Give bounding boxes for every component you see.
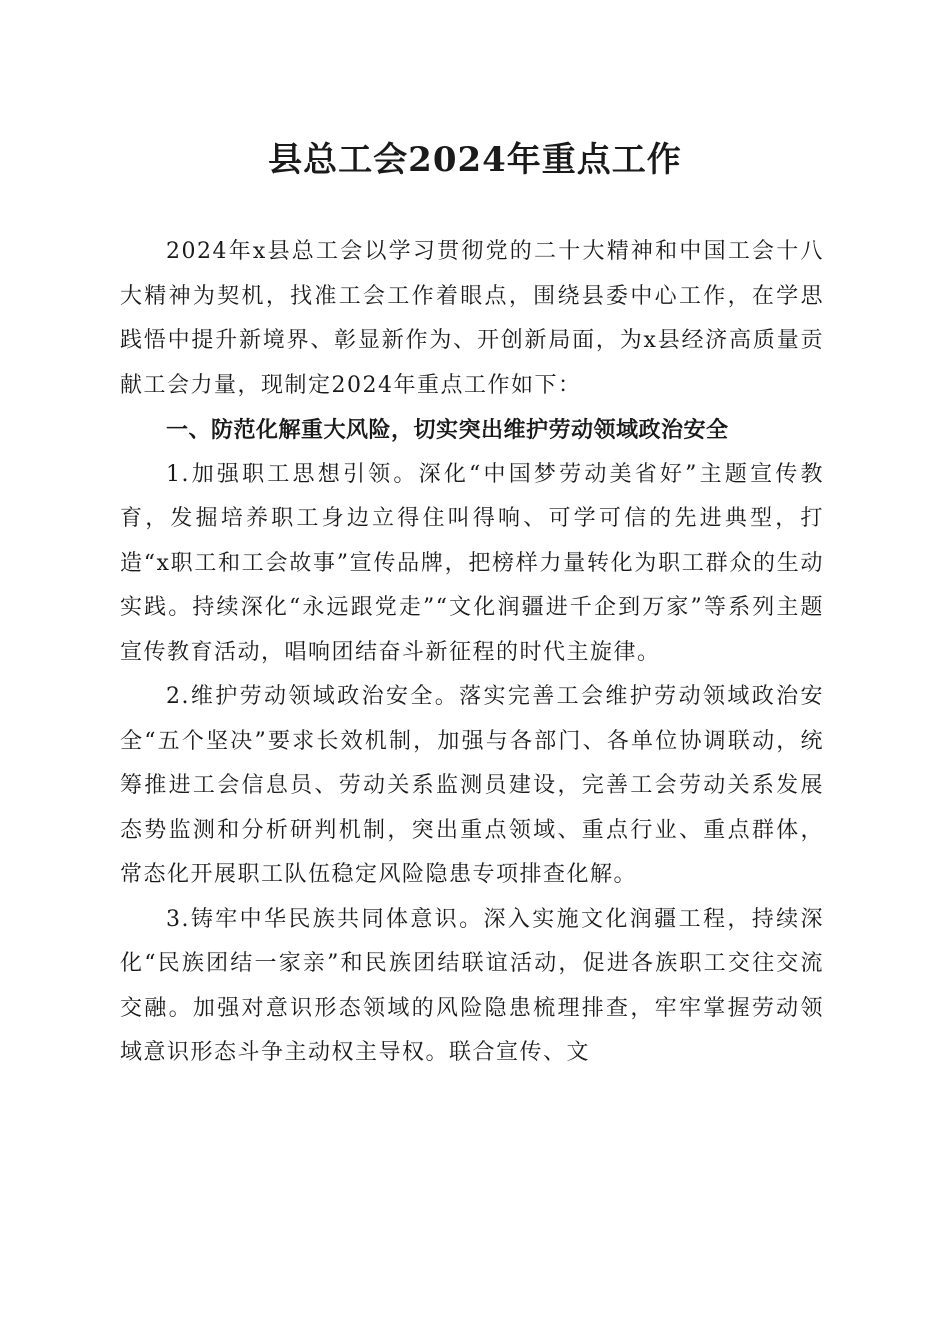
document-title: 县总工会2024年重点工作 [268,140,682,180]
intro-paragraph: 2024年x县总工会以学习贯彻党的二十大精神和中国工会十八大精神为契机，找准工会工作着眼点，围绕县委中心工作，在学思践悟中提升新境界、彰显新作为、开创新局面，为x县经济高质量贡献工会力量，现制定2024年重点工作如下： [120,239,824,398]
item-paragraph-3: 3.铸牢中华民族共同体意识。深入实施文化润疆工程，持续深化“民族团结一家亲”和民族团结联谊活动，促进各族职工交往交流交融。加强对意识形态领域的风险隐患梳理排查，牢牢掌握劳动领域意识形态斗争主动权主导权。联合宣传、文 [120,906,824,1065]
section-heading-1: 一、防范化解重大风险，切实突出维护劳动领域政治安全 [166,417,729,443]
item-paragraph-1: 1.加强职工思想引领。深化“中国梦劳动美省好”主题宣传教育，发掘培养职工身边立得住叫得响、可学可信的先进典型，打造“x职工和工会故事”宣传品牌，把榜样力量转化为职工群众的生动实践。持续深化“永远跟党走”“文化润疆进千企到万家”等系列主题宣传教育活动，唱响团结奋斗新征程的时代主旋律。 [120,461,824,665]
item-paragraph-2: 2.维护劳动领域政治安全。落实完善工会维护劳动领域政治安全“五个坚决”要求长效机制，加强与各部门、各单位协调联动，统筹推进工会信息员、劳动关系监测员建设，完善工会劳动关系发展态势监测和分析研判机制，突出重点领域、重点行业、重点群体，常态化开展职工队伍稳定风险隐患专项排查化解。 [120,684,824,887]
document-body [120,230,824,1076]
